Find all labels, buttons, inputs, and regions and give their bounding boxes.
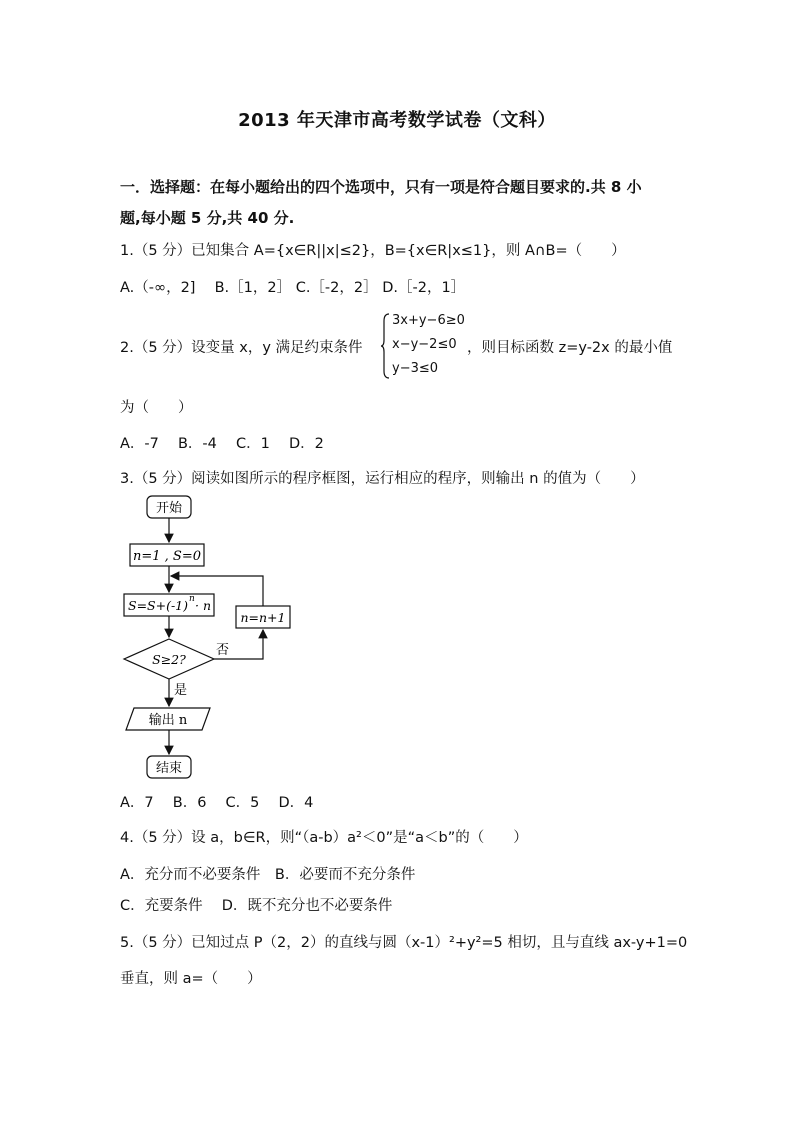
q4-options-line1: A．充分而不必要条件 B．必要而不充分条件	[120, 867, 416, 883]
section-heading-line1: 一．选择题：在每小题给出的四个选项中，只有一项是符合题目要求的.共 8 小	[120, 178, 642, 196]
section-heading-line2: 题,每小题 5 分,共 40 分.	[120, 209, 295, 227]
q4-options-line2: C．充要条件 D．既不充分也不必要条件	[120, 898, 393, 914]
q2-constraint-1: 3x+y−6≥0	[392, 313, 465, 328]
q1-options: A.（-∞，2] B.［1，2］ C.［-2，2］ D.［-2，1］	[120, 280, 466, 296]
q5-stem-line1: 5.（5 分）已知过点 P（2，2）的直线与圆（x-1）²+y²=5 相切，且与直线 ax-y+1=0	[120, 935, 688, 951]
q2-stem-after: ，则目标函数 z=y-2x 的最小值	[467, 340, 673, 356]
page-title: 2013 年天津市高考数学试卷（文科）	[238, 110, 556, 131]
flow-end-label: 结束	[155, 761, 183, 776]
left-brace-icon	[380, 313, 390, 379]
flow-no-label: 否	[216, 643, 230, 658]
q3-options: A．7 B．6 C．5 D．4	[120, 795, 314, 811]
q4-stem: 4.（5 分）设 a，b∈R，则“（a-b）a²＜0”是“a＜b”的（ ）	[120, 830, 528, 846]
flow-start-label: 开始	[155, 501, 183, 516]
flow-process-rhs: · n	[195, 598, 211, 613]
q2-stem-cont: 为（ ）	[120, 400, 193, 416]
q2-constraint-2: x−y−2≤0	[392, 337, 457, 352]
q3-stem: 3.（5 分）阅读如图所示的程序框图，运行相应的程序，则输出 n 的值为（ ）	[120, 471, 645, 487]
flowchart	[110, 492, 310, 782]
flow-process-lhs: S=S+(-1)	[128, 598, 189, 613]
q1-stem: 1.（5 分）已知集合 A={x∈R||x|≤2}，B={x∈R|x≤1}，则 A∩B=（ ）	[120, 243, 626, 259]
flow-decision-label: S≥2?	[152, 652, 186, 667]
flow-update-label: n=n+1	[240, 610, 286, 625]
flow-output-label: 输出 n	[148, 713, 188, 728]
flow-init-label: n=1 , S=0	[132, 549, 202, 564]
q5-stem-line2: 垂直，则 a=（ ）	[120, 971, 262, 987]
flow-yes-label: 是	[174, 683, 188, 698]
q2-stem: 2.（5 分）设变量 x，y 满足约束条件	[120, 340, 363, 356]
q2-options: A．-7 B．-4 C．1 D．2	[120, 436, 324, 452]
flow-process-exponent: n	[189, 594, 195, 604]
q2-constraint-3: y−3≤0	[392, 361, 439, 376]
